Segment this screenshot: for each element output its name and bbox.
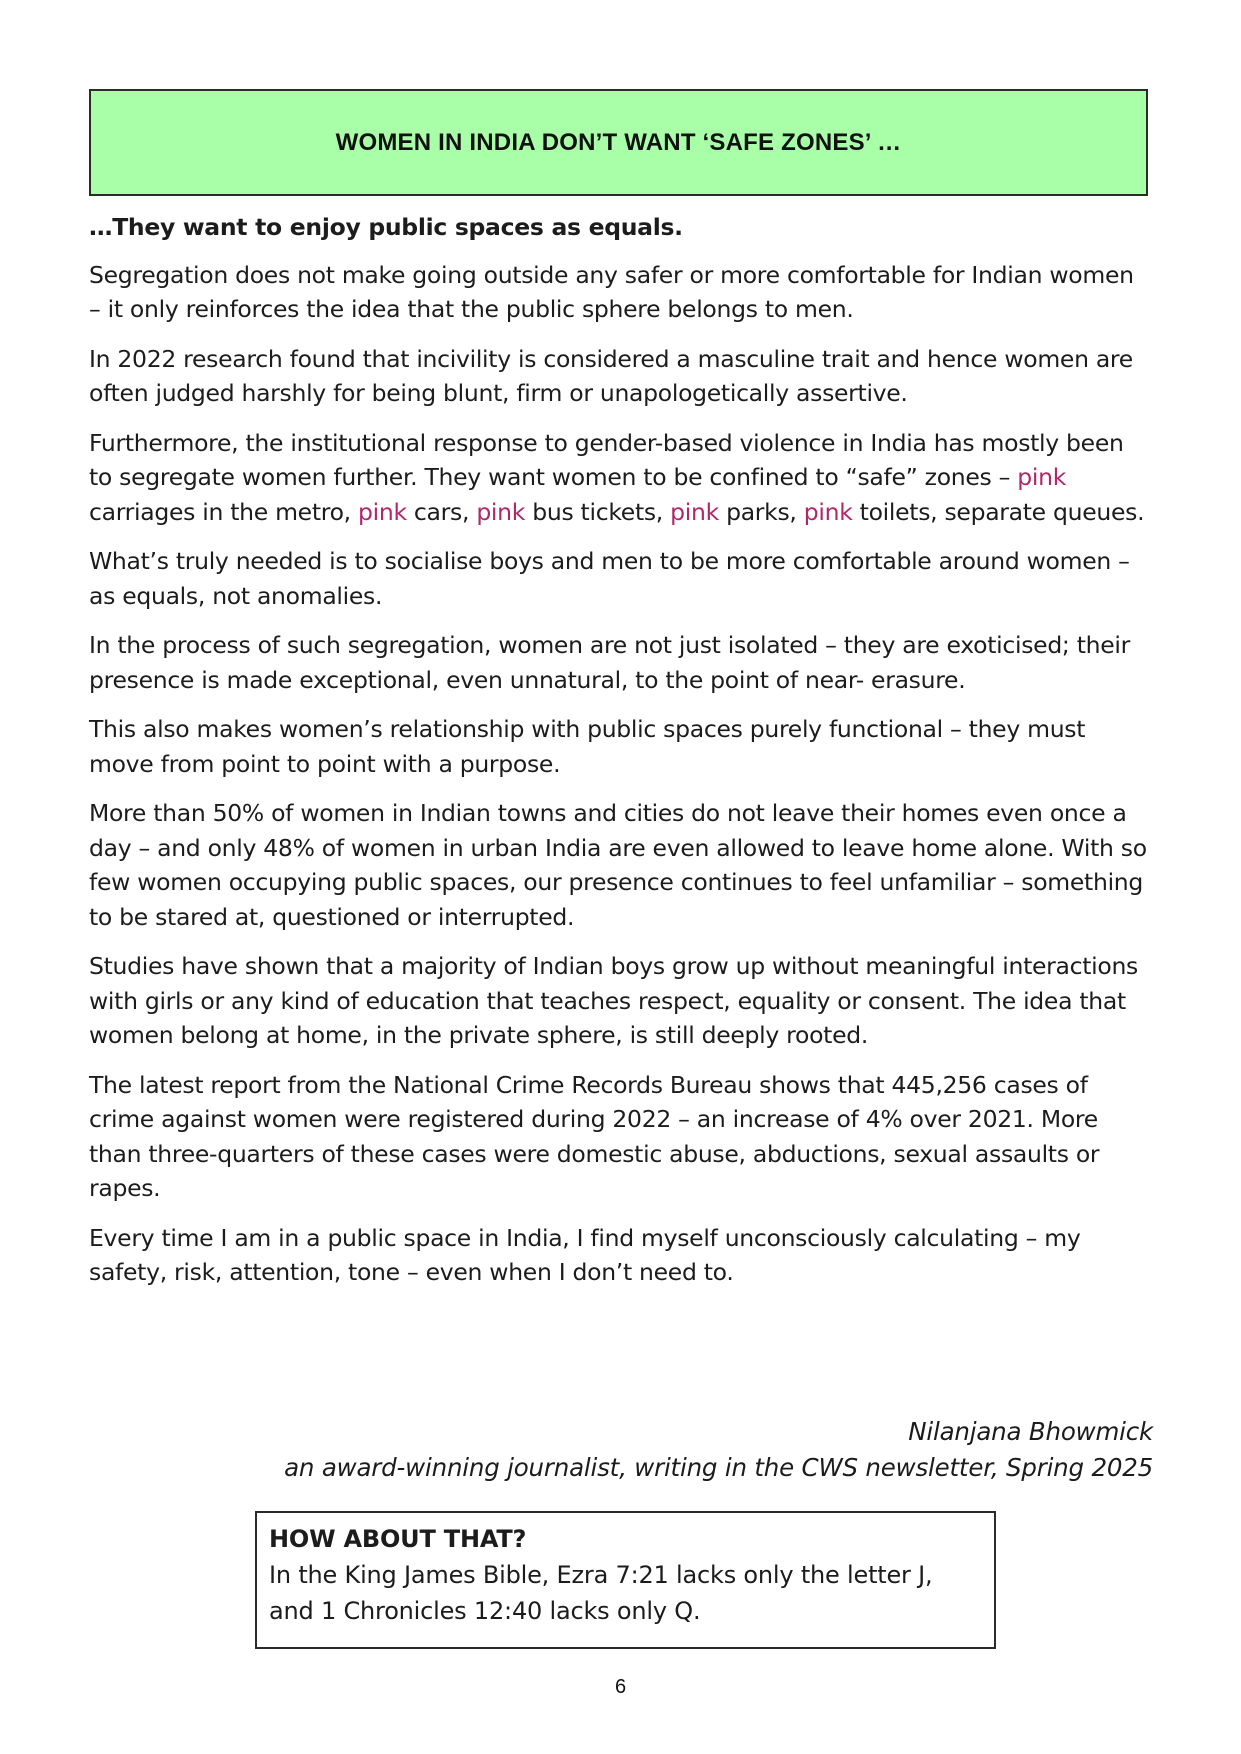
title-banner [89, 89, 1148, 196]
paragraph-7: More than 50% of women in Indian towns and cities do not leave their homes even once a day – and only 48% of women in urban India are even allowed to leave home alone. With so few women occupying public spaces, our presence continues to feel unfamiliar – something to be stared at, questioned or interrupted. [89, 799, 1147, 931]
page-title: WOMEN IN INDIA DON’T WANT ‘SAFE ZONES’ … [335, 128, 902, 156]
paragraph-3-segment: toilets, separate queues. [852, 497, 1145, 526]
paragraph-3-segment: carriages in the metro, [89, 497, 359, 526]
fact-box-heading: HOW ABOUT THAT? [269, 1525, 527, 1553]
attribution [284, 1414, 1153, 1486]
fact-box-line: In the King James Bible, Ezra 7:21 lacks only the letter J, [269, 1561, 933, 1589]
paragraph-3 [89, 426, 1151, 530]
pink-word: pink [1017, 463, 1067, 491]
page-number: 6 [614, 1676, 627, 1698]
paragraph-2: In 2022 research found that incivility is considered a masculine trait and hence women are often judged harshly for being blunt, firm or unapologetically assertive. [89, 344, 1133, 407]
paragraph-5: In the process of such segregation, women are not just isolated – they are exoticised; their presence is made exceptional, even unnatural, to the point of near- erasure. [89, 631, 1130, 694]
paragraph-10: Every time I am in a public space in India, I find myself unconsciously calculating – my safety, risk, attention, tone – even when I don’t need to. [89, 1223, 1081, 1286]
paragraph-6: This also makes women’s relationship with public spaces purely functional – they must move from point to point with a purpose. [89, 715, 1086, 778]
paragraph-3-intro: Furthermore, the institutional response to gender-based violence in India has mostly been to segregate women further. They want women to be confined to “safe” zones – [89, 428, 1124, 491]
pink-word: pink [358, 497, 407, 526]
pink-word: pink [803, 497, 853, 526]
paragraph-9: The latest report from the National Crime Records Bureau shows that 445,256 cases of crime against women were registered during 2022 – an increase of 4% over 2021. More than three-quarters of these cases were domestic abuse, abductions, sexual assaults or rapes. [89, 1070, 1100, 1202]
article-body [89, 210, 1151, 1305]
paragraph-3-segment: bus tickets, [525, 497, 671, 526]
paragraph-8: Studies have shown that a majority of Indian boys grow up without meaningful interactions with girls or any kind of education that teaches respect, equality or consent. The idea that women belong at home, in the private sphere, is still deeply rooted. [89, 952, 1138, 1049]
author-description: an award-winning journalist, writing in the CWS newsletter, Spring 2025 [284, 1453, 1153, 1482]
paragraph-3-segment: parks, [718, 497, 804, 526]
paragraph-1: Segregation does not make going outside any safer or more comfortable for Indian women – it only reinforces the idea that the public sphere belongs to men. [89, 260, 1134, 323]
lead-paragraph: …They want to enjoy public spaces as equals. [89, 213, 683, 241]
pink-word: pink [476, 497, 526, 526]
fact-box [255, 1511, 996, 1649]
paragraph-3-segment: cars, [406, 497, 477, 526]
pink-word: pink [670, 497, 719, 526]
author-name: Nilanjana Bhowmick [908, 1417, 1153, 1446]
fact-box-line: and 1 Chronicles 12:40 lacks only Q. [269, 1597, 701, 1625]
paragraph-4: What’s truly needed is to socialise boys and men to be more comfortable around women – as equals, not anomalies. [89, 547, 1130, 610]
